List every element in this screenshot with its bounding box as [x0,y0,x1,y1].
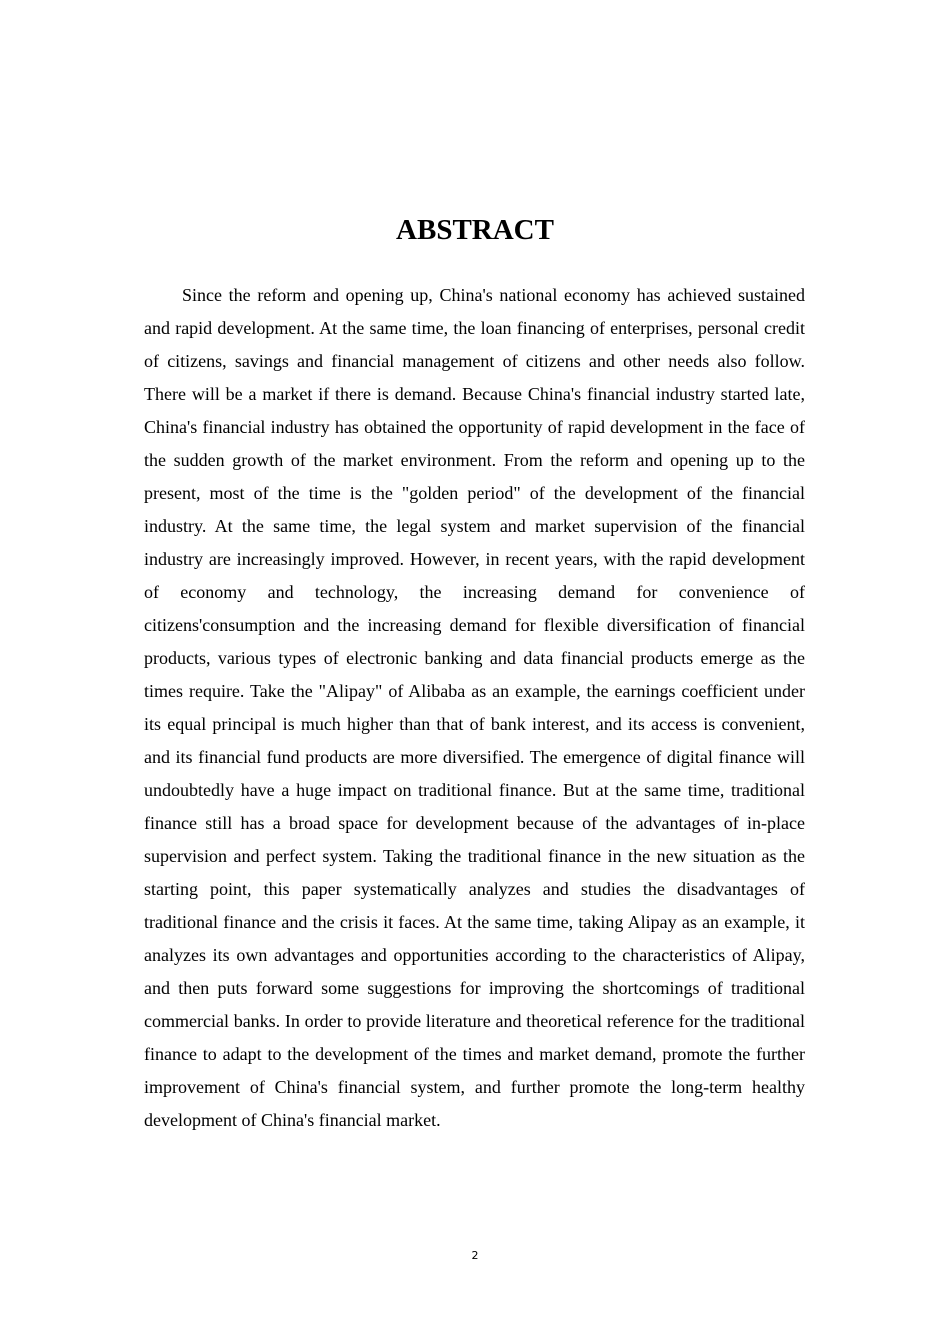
abstract-title: ABSTRACT [396,214,554,246]
abstract-paragraph: Since the reform and opening up, China's national economy has achieved sustained and rapid development. At the same time, the loan financing of enterprises, personal credit of citizens, savings and financial management of citizens and other needs also follow. There will be a market if there is demand. Because China's financial industry started late, China's financial industry has obtained the opportunity of rapid development in the face of the sudden growth of the market environment. From the reform and opening up to the present, most of the time is the "golden period" of the development of the financial industry. At the same time, the legal system and market supervision of the financial industry are increasingly improved. However, in recent years, with the rapid development of economy and technology, the increasing demand for convenience of citizens'consumption and the increasing demand for flexible diversification of financial products, various types of electronic banking and data financial products emerge as the times require. Take the "Alipay" of Alibaba as an example, the earnings coefficient under its equal principal is much higher than that of bank interest, and its access is convenient, and its financial fund products are more diversified. The emergence of digital finance will undoubtedly have a huge impact on traditional finance. But at the same time, traditional finance still has a broad space for development because of the advantages of in-place supervision and perfect system. Taking the traditional finance in the new situation as the starting point, this paper systematically analyzes and studies the disadvantages of traditional finance and the crisis it faces. At the same time, taking Alipay as an example, it analyzes its own advantages and opportunities according to the characteristics of Alipay, and then puts forward some suggestions for improving the shortcomings of traditional commercial banks. In order to provide literature and theoretical reference for the traditional finance to adapt to the development of the times and market demand, promote the further improvement of China's financial system, and further promote the long-term healthy development of China's financial market. [144,285,805,1130]
page-number: 2 [471,1249,479,1262]
